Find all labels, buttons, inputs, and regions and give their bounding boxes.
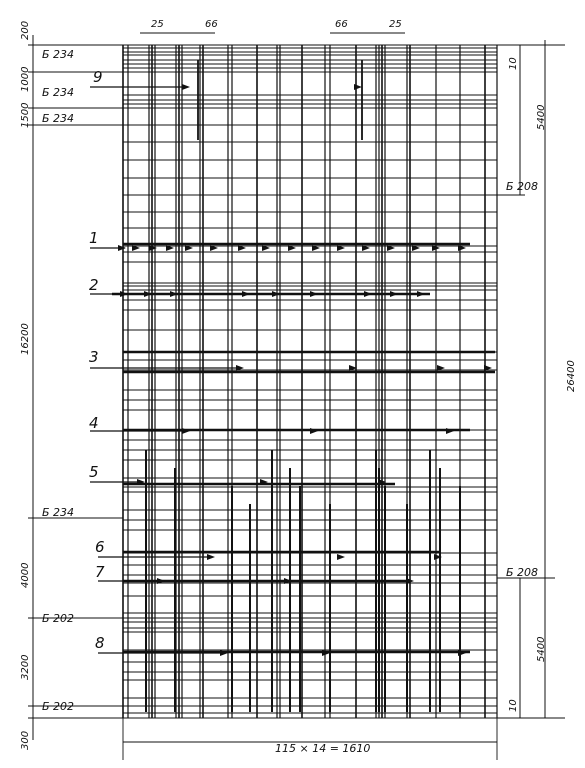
top-dim-66-right: 66	[335, 19, 348, 30]
left-dim-300: 300	[20, 730, 31, 750]
position-9-label: 9	[93, 68, 103, 86]
right-dim-10-top: 10	[508, 57, 519, 70]
arrowhead-marker	[182, 84, 190, 90]
position-3-label: 3	[89, 348, 99, 366]
beam-label-b202-1: Б 202	[42, 612, 75, 625]
position-5-label: 5	[89, 463, 99, 481]
left-dim-4000: 4000	[20, 562, 31, 588]
right-dim-10-bottom: 10	[508, 699, 519, 712]
beam-label-b202-2: Б 202	[42, 700, 75, 713]
right-dim-5400-top: 5400	[536, 104, 547, 130]
top-dim-25-right: 25	[389, 19, 402, 30]
position-8-label: 8	[95, 634, 105, 652]
left-dim-16200: 16200	[20, 323, 31, 355]
arrowhead-marker	[272, 291, 280, 297]
left-dim-200: 200	[20, 20, 31, 40]
beam-label-b234-2: Б 234	[42, 86, 75, 99]
right-dim-26400: 26400	[566, 360, 577, 392]
right-dim-5400-bottom: 5400	[536, 636, 547, 662]
arrowhead-marker	[417, 291, 425, 297]
left-dim-1500: 1500	[20, 102, 31, 128]
right-label-b208-top: Б 208	[506, 180, 539, 193]
rebar-rods	[112, 60, 495, 712]
top-dim-25-left: 25	[151, 19, 164, 30]
arrowhead-marker	[354, 84, 362, 90]
arrowhead-marker	[337, 554, 345, 560]
beam-label-b234-1: Б 234	[42, 48, 75, 61]
right-label-b208-bottom: Б 208	[506, 566, 539, 579]
position-6-label: 6	[95, 538, 105, 556]
left-dim-3200: 3200	[20, 654, 31, 680]
top-dim-66-left: 66	[205, 19, 218, 30]
arrowhead-marker	[120, 291, 128, 297]
position-4-label: 4	[89, 414, 99, 432]
arrowhead-marker	[310, 291, 318, 297]
arrowhead-marker	[144, 291, 152, 297]
position-2-label: 2	[89, 276, 99, 294]
arrowhead-marker	[170, 291, 178, 297]
position-7-label: 7	[95, 563, 105, 581]
beam-label-b234-4: Б 234	[42, 506, 75, 519]
arrowhead-marker	[242, 291, 250, 297]
arrowhead-marker	[364, 291, 372, 297]
bottom-dim-label: 115 × 14 = 1610	[275, 742, 371, 755]
arrowhead-marker	[207, 554, 215, 560]
beam-label-b234-3: Б 234	[42, 112, 75, 125]
left-dim-1000: 1000	[20, 66, 31, 92]
arrowhead-marker	[390, 291, 398, 297]
position-1-label: 1	[89, 229, 99, 247]
